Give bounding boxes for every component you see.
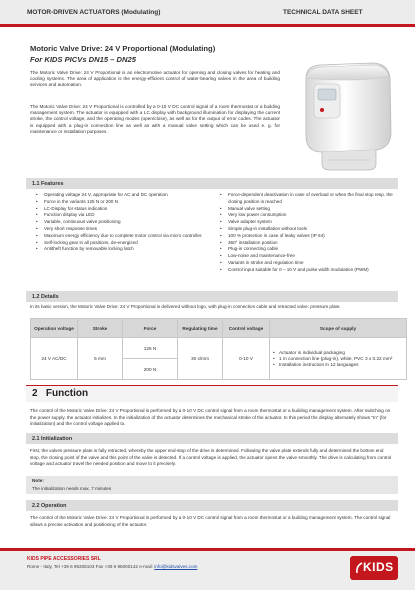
cell-regulating-time: 30 s/mm (178, 338, 223, 380)
details-heading: 1.2 Details (32, 294, 59, 300)
initialization-heading-bar (26, 433, 398, 444)
intro-paragraph-1: The Motoric Valve Drive: 24 V Proportional is an electromotive actuator for opening and closing valves for heating and cooling systems. The area of application is the energy-efficient control of water-bearing valves in the area of building services and automation. (30, 70, 280, 88)
feature-item: • Variants in stroke and regulation time (220, 260, 396, 267)
feature-item: • Very low power consumption (220, 212, 396, 219)
feature-item: • Low-noise and maintenance-free (220, 253, 396, 260)
feature-item: • Self-locking gear in all positions, de-energized (36, 240, 212, 247)
feature-item: • LC-Display for status indication (36, 206, 212, 213)
kids-logo (350, 556, 398, 580)
feature-item: • Very short response times (36, 226, 212, 233)
header-doc-type: TECHNICAL DATA SHEET (283, 9, 363, 16)
note-box (26, 476, 398, 494)
feature-item: • Maximum energy efficiency due to complete motor control via micro controller. (36, 233, 212, 240)
feature-item: • Variable, continuous valve positioning (36, 219, 212, 226)
cell-force-200: 200 N (123, 359, 178, 380)
cell-scope (270, 338, 407, 380)
feature-item: • Control input suitable for 0 – 10 V and pulse width modulation (PWM) (220, 267, 396, 274)
logo-text: KIDS (363, 560, 394, 574)
scope-item: • Installation instruction in 12 languages (273, 362, 403, 368)
feature-item: • 100 % protection in case of leaky valves (IP 54) (220, 233, 396, 240)
spec-header-row (31, 319, 407, 338)
cell-force-125: 125 N (123, 338, 178, 359)
company-address (27, 564, 197, 569)
feature-item: • Operating voltage 24 V, appropriate for AC and DC operation (36, 192, 212, 199)
features-list-right (220, 192, 396, 274)
company-name: KIDS PIPE ACCESSORIES SRL (27, 556, 101, 562)
operation-text: The control of the Motoric Valve Drive: 24 V Proportional is performed by a 0-10 V DC control signal from a room thermostat or a building management system. The control signal allows a precise activation and positioning of the actuator. (30, 515, 391, 527)
address-text: Rome - Italy, Tel +39 6 95308103 Fax +39 6 95000142 e-mail: (27, 564, 153, 569)
feature-item: • Antitheft function by removable locking latch (36, 246, 212, 253)
email-link[interactable]: info@kidsvalves.com (154, 564, 198, 569)
cell-stroke: 5 mm (78, 338, 123, 380)
cell-voltage: 24 V AC/DC (31, 338, 78, 380)
header-category: MOTOR-DRIVEN ACTUATORS (Modulating) (27, 9, 161, 16)
page-header (0, 0, 415, 27)
operation-heading: 2.2 Operation (32, 503, 67, 509)
feature-item: • Force in the variants 125 N or 200 N (36, 199, 212, 206)
section-title: Function (45, 388, 89, 399)
scope-list (273, 350, 403, 368)
col-regulating-time: Regulating time (178, 319, 223, 338)
feature-item: • Plug-in connecting cable (220, 246, 396, 253)
actuator-product-image (292, 60, 398, 172)
col-scope-of-supply: Scope of supply (270, 319, 407, 338)
initialization-heading: 2.1 Initialization (32, 436, 73, 442)
note-text: The initialization needs max. 7 minutes (32, 486, 112, 491)
spec-row-1 (31, 338, 407, 359)
function-text: The control of the Motoric Valve Drive: 24 V Proportional is performed by a 0-10 V DC control signal from a room thermostat or a building management system. After switching on the power supply, the actuator initializes. In the initialization of the actuator determines the mechanical stroke of the actuator. In this period the display alternately shows "In" (for initialization) and the control voltage applied to. (30, 408, 391, 426)
col-control-voltage: Control voltage (223, 319, 270, 338)
feature-item: • Valve adapter system (220, 219, 396, 226)
initialization-text: First, the valves pressure plate is fully retracted, whereby the upper end-stop of the drive is determined. Following the valve plate extends fully and determined the bottom end stop, the closing point of the valve and this point of the valve is detected. If a control voltage is applied, the actuator opens the valve smoothly. The drive is calculating from control voltage and actuator travel the needed position and move to it precisely. (30, 448, 392, 466)
operation-heading-bar (26, 500, 398, 511)
details-text: In its basic version, the Motoric Valve Drive: 24 V Proportional is delivered without logo, with plug-in connection cable and retracted valve: pressure plate. (30, 304, 341, 309)
specification-table (30, 318, 407, 380)
section-number: 2 (32, 388, 38, 399)
col-operation-voltage: Operation voltage (31, 319, 78, 338)
features-heading-bar (26, 178, 398, 189)
product-subtitle: For KIDS PICVs DN15 – DN25 (30, 55, 136, 64)
function-heading-bar (26, 385, 398, 402)
features-heading: 1.1 Features (32, 181, 64, 187)
page-footer (0, 548, 415, 590)
feature-item: • Function display via LED (36, 212, 212, 219)
col-force: Force (123, 319, 178, 338)
feature-item: • 360° installation position (220, 240, 396, 247)
logo-swoosh-icon (355, 562, 363, 574)
note-title: Note: (32, 478, 44, 483)
scope-item: • Actuator in individual packaging (273, 350, 403, 356)
feature-item: • Manual valve setting (220, 206, 396, 213)
feature-item: • Force-dependent deactivation in case of overload or when the final stop resp. the closing position is reached (220, 192, 396, 206)
feature-item: • Simple plug-in installation without tools (220, 226, 396, 233)
function-heading (32, 388, 88, 399)
product-title: Motoric Valve Drive: 24 V Proportional (Modulating) (30, 44, 216, 53)
features-list-left (36, 192, 212, 253)
col-stroke: Stroke (78, 319, 123, 338)
scope-item: • 1 m connection line (plug-in), white, PVC 3 x 0.22 mm² (273, 356, 403, 362)
details-heading-bar (26, 291, 398, 302)
cell-control-voltage: 0-10 V (223, 338, 270, 380)
intro-paragraph-2: The Motoric Valve Drive: 24 V Proportional is controlled by a 0-10 V DC control signal of a room thermostat or a building management system. The actuator is equipped with a LC display with background illumination for displaying the current stroke, the control voltage, and the operating modes (open/close), as well as for the output of error codes. The actuator is equipped with a plug-in connection line as well as with a manual valve setting which can be used e. g. for maintenance or installation purposes. (30, 104, 280, 134)
